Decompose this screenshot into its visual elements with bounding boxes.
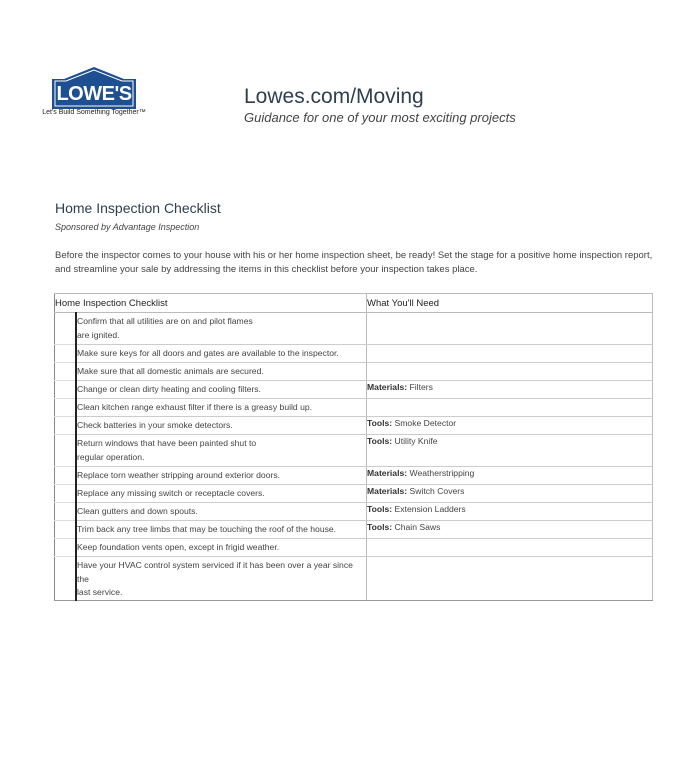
check-box[interactable] xyxy=(55,485,77,503)
task-cell: Make sure that all domestic animals are secured. xyxy=(76,363,367,381)
task-cell: Replace torn weather stripping around exterior doors. xyxy=(76,467,367,485)
need-cell: Tools: Chain Saws xyxy=(367,521,653,539)
need-cell xyxy=(367,363,653,381)
task-cell: Return windows that have been painted shut to regular operation. xyxy=(76,435,367,467)
check-box[interactable] xyxy=(55,539,77,557)
need-cell xyxy=(367,557,653,601)
table-row xyxy=(55,539,653,557)
task-cell: Have your HVAC control system serviced if it has been over a year since the last service. xyxy=(76,557,367,601)
check-box[interactable] xyxy=(55,313,77,345)
table-row xyxy=(55,417,653,435)
table-row xyxy=(55,557,653,601)
intro-line-1: Before the inspector comes to your house with his or her home inspection sheet, be ready! Set the stage for a positive home inspection report, xyxy=(55,250,653,261)
column-header-task: Home Inspection Checklist xyxy=(55,294,367,313)
table-row xyxy=(55,521,653,539)
check-box[interactable] xyxy=(55,521,77,539)
need-cell xyxy=(367,313,653,345)
document-intro xyxy=(55,249,653,276)
document-sponsor: Sponsored by Advantage Inspection xyxy=(55,222,200,232)
table-row xyxy=(55,345,653,363)
checklist-table xyxy=(54,293,653,601)
task-cell: Change or clean dirty heating and cooling filters. xyxy=(76,381,367,399)
site-title[interactable]: Lowes.com/Moving xyxy=(244,85,424,108)
check-box[interactable] xyxy=(55,363,77,381)
table-row xyxy=(55,399,653,417)
task-cell: Keep foundation vents open, except in frigid weather. xyxy=(76,539,367,557)
table-header-row xyxy=(55,294,653,313)
table-row xyxy=(55,381,653,399)
check-box[interactable] xyxy=(55,345,77,363)
check-box[interactable] xyxy=(55,503,77,521)
intro-line-2: and streamline your sale by addressing the items in this checklist before your inspection takes place. xyxy=(55,263,478,275)
task-cell: Replace any missing switch or receptacle covers. xyxy=(76,485,367,503)
table-row xyxy=(55,313,653,345)
check-box[interactable] xyxy=(55,467,77,485)
check-box[interactable] xyxy=(55,381,77,399)
table-row xyxy=(55,435,653,467)
need-cell: Materials: Weatherstripping xyxy=(367,467,653,485)
need-cell: Tools: Smoke Detector xyxy=(367,417,653,435)
check-box[interactable] xyxy=(55,557,77,601)
task-cell: Make sure keys for all doors and gates are available to the inspector. xyxy=(76,345,367,363)
need-cell: Tools: Utility Knife xyxy=(367,435,653,467)
table-row xyxy=(55,467,653,485)
check-box[interactable] xyxy=(55,417,77,435)
need-cell: Tools: Extension Ladders xyxy=(367,503,653,521)
logo-wordmark: LOWE'S xyxy=(56,83,132,105)
check-box[interactable] xyxy=(55,435,77,467)
task-cell: Confirm that all utilities are on and pilot flames are ignited. xyxy=(76,313,367,345)
need-cell xyxy=(367,539,653,557)
task-cell: Trim back any tree limbs that may be touching the roof of the house. xyxy=(76,521,367,539)
lowes-logo xyxy=(38,67,150,121)
logo-tagline: Let's Build Something Together™ xyxy=(42,109,146,116)
check-box[interactable] xyxy=(55,399,77,417)
need-cell: Materials: Filters xyxy=(367,381,653,399)
need-cell: Materials: Switch Covers xyxy=(367,485,653,503)
table-row xyxy=(55,503,653,521)
table-row xyxy=(55,485,653,503)
need-cell xyxy=(367,399,653,417)
task-cell: Check batteries in your smoke detectors. xyxy=(76,417,367,435)
need-cell xyxy=(367,345,653,363)
document-title: Home Inspection Checklist xyxy=(55,200,221,216)
table-row xyxy=(55,363,653,381)
column-header-need: What You'll Need xyxy=(367,294,653,313)
site-subtitle: Guidance for one of your most exciting projects xyxy=(244,110,516,125)
task-cell: Clean kitchen range exhaust filter if there is a greasy build up. xyxy=(76,399,367,417)
task-cell: Clean gutters and down spouts. xyxy=(76,503,367,521)
